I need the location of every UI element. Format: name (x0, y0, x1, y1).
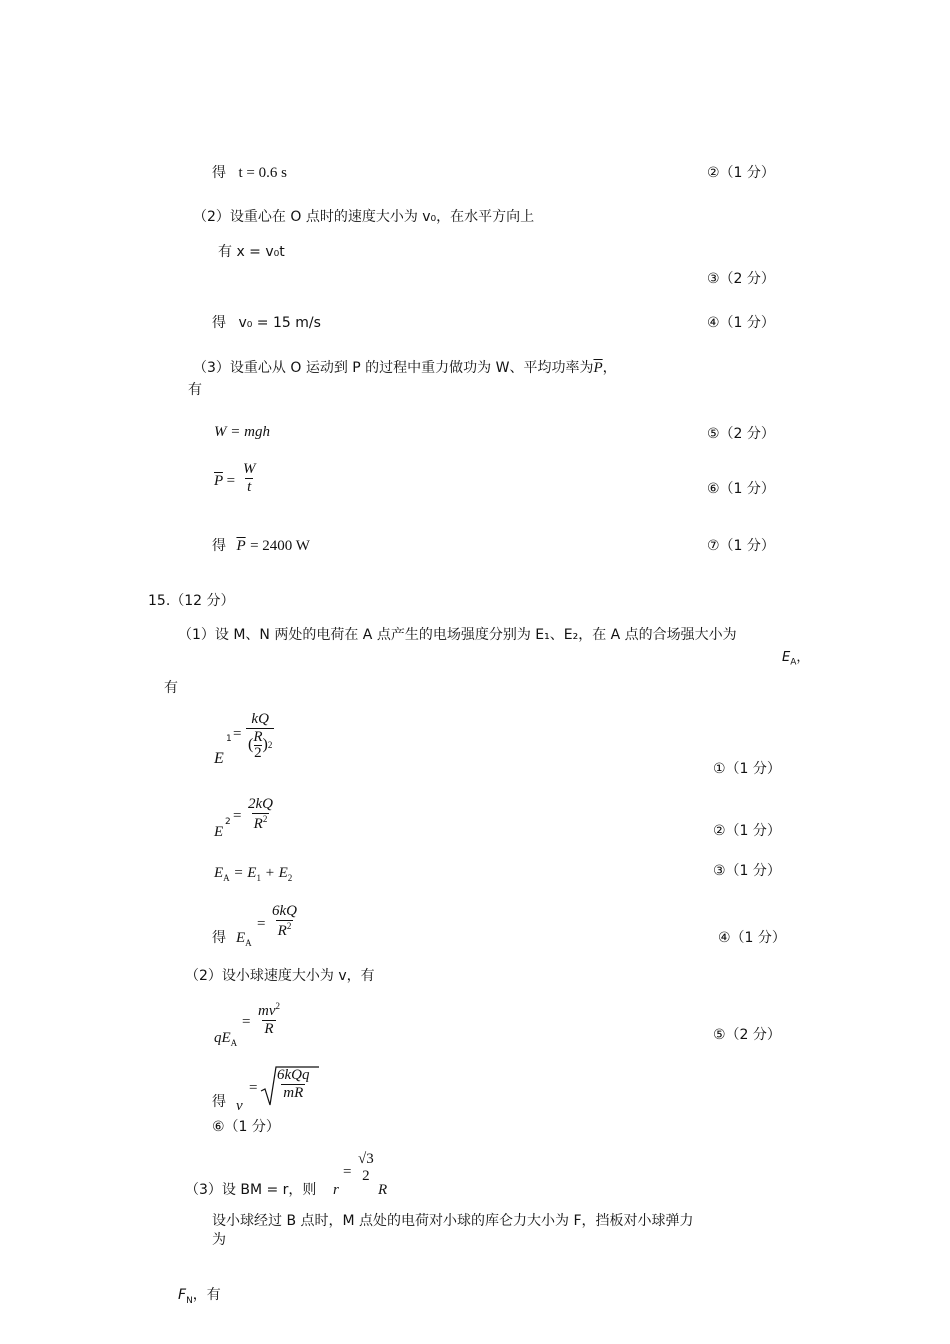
equals-sign: = (249, 1080, 258, 1096)
avg-power-symbol: $\overline{P}$ (214, 473, 223, 489)
score-7: ⑦（1 分） (707, 538, 775, 554)
denominator-R: R (253, 815, 263, 832)
score-p2: ⑤（2 分） (713, 1027, 781, 1043)
numerator: 2kQ (248, 796, 273, 812)
q15-you: 有 (164, 680, 178, 696)
fraction-sqrt3-over-2 (356, 1152, 376, 1185)
E2-symbol: E (214, 824, 224, 840)
result-prefix: 得 (212, 1094, 226, 1110)
numerator: $mv^2$ (258, 1001, 280, 1019)
equals-sign: = (257, 916, 266, 932)
term: = E (229, 865, 257, 881)
comma: ， (796, 650, 810, 665)
subscript: 2 (287, 873, 293, 883)
question-15-header: 15.（12 分） (148, 593, 235, 609)
result-prefix: 得 (212, 930, 226, 946)
denominator: ( $\frac{R}{2}$ ) 2 (248, 728, 273, 761)
subscript: A (230, 1038, 238, 1048)
symbol-E: E (236, 930, 246, 946)
q15-part-3-desc-cont: 为 (212, 1232, 226, 1248)
part-3-you: 有 (188, 382, 202, 398)
E1-subscript: 1 (226, 734, 232, 744)
E2-subscript: 2 (225, 817, 231, 827)
score-3: ③（2 分） (707, 271, 775, 287)
part-2-text: （2）设重心在 O 点时的速度大小为 v₀，在水平方向上 (193, 209, 535, 225)
equals-sign: = (233, 726, 242, 742)
part-3-main: （3）设重心从 O 运动到 P 的过程中重力做功为 W、平均功率为 (193, 360, 594, 376)
subscript: A (245, 938, 252, 948)
equals-sign: = (343, 1164, 352, 1180)
avg-power-symbol: $\overline{P}$ (593, 360, 603, 376)
equation-v0: v₀ = 15 m/s (238, 315, 321, 331)
score-e1: ①（1 分） (713, 761, 781, 777)
fraction-v (275, 1068, 312, 1102)
symbol-E: E (782, 650, 791, 665)
subscript: A (790, 657, 797, 668)
score-p2b: ⑥（1 分） (212, 1119, 280, 1135)
score-6: ⑥（1 分） (707, 481, 775, 497)
R-symbol: R (378, 1182, 388, 1198)
result-v0-line (212, 316, 321, 330)
denominator: $R^2$ (253, 813, 268, 832)
EA-symbol (236, 931, 252, 948)
denominator-R: R (277, 922, 287, 939)
q15-part-3-desc: 设小球经过 B 点时，M 点处的电荷对小球的库仑力大小为 F，挡板对小球弹力 (212, 1213, 694, 1229)
subscript: N (186, 1295, 193, 1306)
r-symbol: r (333, 1182, 339, 1198)
result-power-line (212, 539, 310, 554)
result-prefix: 得 (212, 315, 226, 331)
q15-part-3-text: （3）设 BM = r，则 (185, 1182, 317, 1198)
equals-sign: = (226, 473, 236, 489)
fraction-E1 (246, 712, 274, 761)
subscript: 1 (256, 873, 261, 883)
numerator: √3 (358, 1151, 374, 1167)
subscript: A (223, 873, 230, 883)
numerator-mv: mv (258, 1003, 276, 1019)
equation-work: W = mgh (214, 424, 270, 440)
numerator: 6kQq (277, 1067, 310, 1083)
fraction-W-over-t (241, 462, 258, 496)
equals-sign: = (242, 1014, 251, 1030)
avg-power-symbol: $\overline{P}$ (236, 538, 246, 554)
equals-sign: = (233, 808, 242, 824)
q15-part-1-text: （1）设 M、N 两处的电荷在 A 点产生的电场强度分别为 E₁、E₂，在 A 点的合场强大小为 (178, 627, 737, 643)
half-R-den: 2 (254, 744, 262, 761)
half-R-num: R (253, 728, 263, 745)
fraction-E2 (246, 797, 275, 833)
tail-text: ，有 (192, 1287, 221, 1303)
part-3-tail: ， (602, 360, 617, 376)
equation-power-value: = 2400 W (250, 538, 310, 554)
fraction-centripetal (256, 1002, 282, 1038)
denominator: $R^2$ (277, 920, 292, 939)
score-e3: ③（1 分） (713, 863, 781, 879)
denominator: t (247, 478, 252, 495)
E1-symbol (214, 751, 224, 767)
v-symbol: v (236, 1098, 243, 1114)
denominator: R (264, 1020, 274, 1037)
denominator: 2 (362, 1167, 370, 1184)
score-e2: ②（1 分） (713, 823, 781, 839)
numerator: kQ (251, 711, 269, 727)
FN-line (178, 1288, 221, 1306)
symbol-E: E (214, 865, 224, 881)
result-prefix: 得 (212, 538, 226, 554)
denominator: mR (283, 1084, 304, 1101)
equation-power-lhs (214, 474, 235, 489)
score-5: ⑤（2 分） (707, 426, 775, 442)
term: + E (260, 865, 288, 881)
q15-EA-symbol (782, 651, 809, 668)
result-t-line (212, 166, 287, 181)
score-e4: ④（1 分） (718, 930, 786, 946)
numerator: 6kQ (272, 903, 297, 919)
numerator: W (243, 461, 256, 477)
equation-t: t = 0.6 s (238, 165, 287, 181)
symbol-E: E (214, 750, 224, 767)
symbol-qE: qE (214, 1030, 231, 1046)
part-3-text (193, 361, 617, 376)
fraction-EA (270, 904, 299, 940)
score-4: ④（1 分） (707, 315, 775, 331)
equation-EA-sum (214, 866, 292, 883)
equation-x: 有 x = v₀t (218, 244, 285, 260)
score-2: ②（1 分） (707, 165, 775, 181)
q15-part-2-text: （2）设小球速度大小为 v，有 (185, 968, 375, 984)
result-prefix: 得 (212, 165, 226, 181)
qEA-symbol (214, 1031, 237, 1048)
symbol-F: F (178, 1287, 187, 1303)
